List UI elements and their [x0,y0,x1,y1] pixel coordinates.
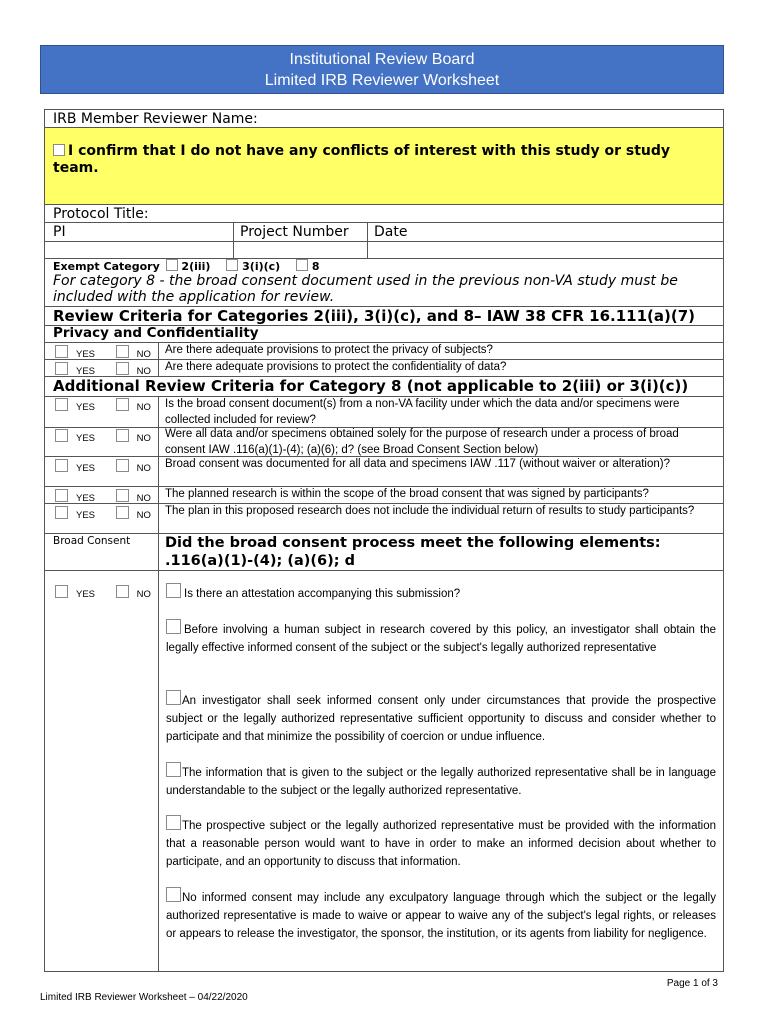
privacy-q1-text: Are there adequate provisions to protect the privacy of subjects? [165,344,493,356]
broad-consent-heading: Did the broad consent process meet the following elements: .116(a)(1)-(4); (a)(6); d [165,535,661,569]
privacy-q2-options: YES NO [55,362,151,377]
exempt-2iii-checkbox[interactable] [166,259,178,271]
item-6-checkbox[interactable] [166,887,181,902]
reviewer-name-label: IRB Member Reviewer Name: [53,111,258,127]
broad-consent-item-6: No informed consent may include any exculpatory language through which the subject or the legally authorized representative is made to waive or appear to waive any of the subject's legal rights, or releases or appears to release the investigator, the sponsor, the institution, or its agents from liability for negligence. [166,887,716,943]
conflict-checkbox[interactable] [53,144,65,156]
additional-q1-yes-checkbox[interactable] [55,398,68,411]
additional-q4-text: The planned research is within the scope of the broad consent that was signed by participants? [165,488,649,500]
additional-q5-text: The plan in this proposed research does not include the individual return of results to study participants? [165,505,695,517]
additional-q3-yes-checkbox[interactable] [55,459,68,472]
pi-label: PI [53,224,66,240]
exempt-8-checkbox[interactable] [296,259,308,271]
additional-q3-options: YES NO [55,459,151,474]
additional-q2-options: YES NO [55,429,151,444]
additional-q5-options: YES NO [55,506,151,521]
footer-doc-label: Limited IRB Reviewer Worksheet – 04/22/2020 [40,992,248,1003]
additional-q1-options: YES NO [55,398,151,413]
exempt-2iii-label: 2(iii) [181,260,211,273]
privacy-q1-yes-checkbox[interactable] [55,345,68,358]
review-criteria-heading: Review Criteria for Categories 2(iii), 3(i)(c), and 8– IAW 38 CFR 16.111(a)(7) [53,307,695,325]
additional-q3-text: Broad consent was documented for all data and specimens IAW .117 (without waiver or alteration)? [165,458,670,470]
additional-q4-yes-checkbox[interactable] [55,489,68,502]
additional-q3-no-checkbox[interactable] [116,459,129,472]
exempt-8-label: 8 [311,260,320,273]
additional-q1-no-checkbox[interactable] [116,398,129,411]
exempt-3ic-checkbox[interactable] [226,259,238,271]
privacy-q2-yes-checkbox[interactable] [55,362,68,375]
title-banner [40,45,724,94]
broad-consent-item-3: An investigator shall seek informed consent only under circumstances that provide the prospective subject or the legally authorized representative sufficient opportunity to discuss and consider whether to participate and that minimize the possibility of coercion or undue influence. [166,690,716,746]
privacy-q2-no-checkbox[interactable] [116,362,129,375]
privacy-subheading: Privacy and Confidentiality [53,325,259,341]
privacy-q1-no-checkbox[interactable] [116,345,129,358]
broad-consent-yes-checkbox[interactable] [55,585,68,598]
project-number-label: Project Number [240,224,349,240]
category-8-note: For category 8 - the broad consent document used in the previous non-VA study must be included with the application for review. [53,273,678,305]
date-label: Date [374,224,408,240]
broad-consent-item-5: The prospective subject or the legally authorized representative must be provided with the information that a reasonable person would want to have in order to make an informed decision about whether to participate, and an opportunity to discuss that information. [166,815,716,871]
conflict-text: I confirm that I do not have any conflicts of interest with this study or study team. [53,143,671,176]
additional-q2-text: Were all data and/or specimens obtained solely for the purpose of research under a process of broad consent IAW .116(a)(1)-(4); (a)(6); d? (see Broad Consent Section below) [165,428,679,456]
item-2-checkbox[interactable] [166,619,181,634]
item-1-checkbox[interactable] [166,583,181,598]
item-5-checkbox[interactable] [166,815,181,830]
additional-criteria-heading: Additional Review Criteria for Category 8 (not applicable to 2(iii) or 3(i)(c)) [53,377,689,395]
additional-q4-options: YES NO [55,489,151,504]
form-title: Institutional Review Board [289,51,475,68]
broad-consent-item-2: Before involving a human subject in research covered by this policy, an investigator shall obtain the legally effective informed consent of the subject or the subject's legally authorized representative [166,619,716,657]
broad-consent-label: Broad Consent [53,535,131,547]
form-subtitle: Limited IRB Reviewer Worksheet [264,72,500,89]
item-3-checkbox[interactable] [166,690,181,705]
privacy-q1-options: YES NO [55,345,151,360]
protocol-title-label: Protocol Title: [53,206,149,222]
privacy-q2-text: Are there adequate provisions to protect the confidentiality of data? [165,361,507,373]
exempt-3ic-label: 3(i)(c) [242,260,281,273]
exempt-category-row [53,259,320,273]
additional-q2-yes-checkbox[interactable] [55,429,68,442]
page-number: Page 1 of 3 [666,978,718,989]
broad-consent-no-checkbox[interactable] [116,585,129,598]
additional-q4-no-checkbox[interactable] [116,489,129,502]
additional-q2-no-checkbox[interactable] [116,429,129,442]
broad-consent-item-1: Is there an attestation accompanying this submission? [166,583,716,603]
exempt-category-label: Exempt Category [53,260,160,273]
item-4-checkbox[interactable] [166,762,181,777]
conflict-statement [53,143,693,177]
additional-q5-no-checkbox[interactable] [116,506,129,519]
broad-consent-options: YES NO [55,585,151,600]
broad-consent-item-4: The information that is given to the subject or the legally authorized representative shall be in language understandable to the subject or the legally authorized representative. [166,762,716,800]
additional-q1-text: Is the broad consent document(s) from a non-VA facility under which the data and/or specimens were collected included for review? [165,398,680,426]
additional-q5-yes-checkbox[interactable] [55,506,68,519]
